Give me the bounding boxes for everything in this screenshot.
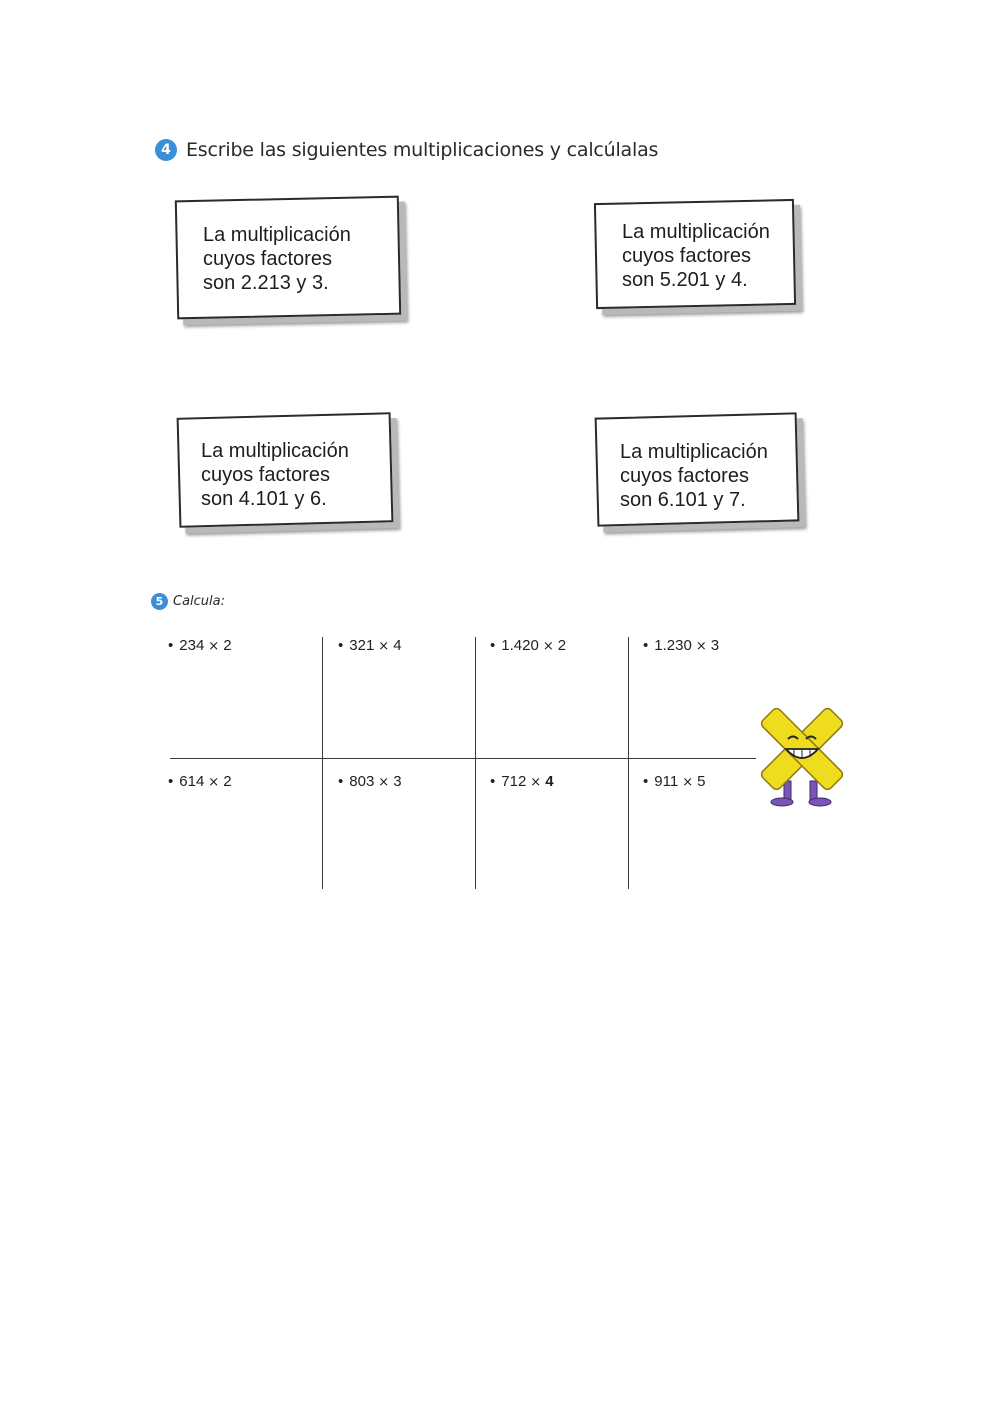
- operation-4-a: 1.230: [654, 637, 692, 654]
- times-icon: ×: [378, 775, 390, 790]
- grid-vertical-line-3: [628, 637, 629, 889]
- times-icon: ×: [378, 639, 390, 654]
- bullet: •: [338, 637, 344, 654]
- exercise-5-number-badge: 5: [151, 593, 168, 610]
- operation-5: [168, 773, 232, 790]
- operation-1: [168, 637, 232, 654]
- card-4-line-3: son 6.101 y 7.: [620, 489, 746, 511]
- exercise-4-number-badge: 4: [155, 139, 177, 161]
- operation-2: [338, 637, 402, 654]
- operation-2-b: 4: [393, 637, 402, 654]
- operation-5-a: 614: [179, 773, 205, 790]
- times-icon: ×: [208, 639, 220, 654]
- operation-5-b: 2: [223, 773, 232, 790]
- card-1-line-3: son 2.213 y 3.: [203, 272, 329, 294]
- operation-4: [643, 637, 719, 654]
- operation-3-a: 1.420: [501, 637, 539, 654]
- bullet: •: [168, 773, 174, 790]
- card-1-line-2: cuyos factores: [203, 248, 332, 270]
- card-2-line-3: son 5.201 y 4.: [622, 269, 748, 291]
- operation-8-b: 5: [697, 773, 706, 790]
- card-2-line-1: La multiplicación: [622, 221, 770, 243]
- times-icon: ×: [530, 775, 542, 790]
- times-icon: ×: [542, 639, 554, 654]
- card-3-text: [201, 439, 349, 511]
- operation-1-b: 2: [223, 637, 232, 654]
- card-3-line-3: son 4.101 y 6.: [201, 488, 327, 510]
- operation-7: [490, 773, 554, 790]
- times-icon: ×: [208, 775, 220, 790]
- operation-8-a: 911: [654, 773, 679, 790]
- operation-6-b: 3: [393, 773, 402, 790]
- operation-2-a: 321: [349, 637, 375, 654]
- multiplication-sign-mascot-icon: [752, 705, 852, 809]
- operation-7-b: 4: [545, 773, 554, 790]
- operation-3-b: 2: [557, 637, 567, 654]
- operation-4-b: 3: [710, 637, 720, 654]
- card-4-line-1: La multiplicación: [620, 441, 768, 463]
- operation-8: [643, 773, 705, 790]
- operation-7-a: 712: [501, 773, 527, 790]
- bullet: •: [643, 773, 649, 790]
- card-4-line-2: cuyos factores: [620, 465, 749, 487]
- operation-3: [490, 637, 566, 654]
- bullet: •: [168, 637, 174, 654]
- exercise-5-title: Calcula:: [173, 594, 225, 609]
- bullet: •: [490, 637, 496, 654]
- card-4-text: [620, 440, 768, 512]
- operation-6-a: 803: [349, 773, 375, 790]
- grid-horizontal-line: [170, 758, 756, 759]
- bullet: •: [338, 773, 344, 790]
- grid-vertical-line-2: [475, 637, 476, 889]
- operation-1-a: 234: [179, 637, 205, 654]
- bullet: •: [490, 773, 496, 790]
- operation-6: [338, 773, 402, 790]
- card-1-text: [203, 223, 351, 295]
- times-icon: ×: [695, 639, 707, 654]
- card-1-line-1: La multiplicación: [203, 224, 351, 246]
- card-2-text: [622, 220, 770, 292]
- times-icon: ×: [682, 775, 694, 790]
- card-3-line-1: La multiplicación: [201, 440, 349, 462]
- grid-vertical-line-1: [322, 637, 323, 889]
- card-3-line-2: cuyos factores: [201, 464, 330, 486]
- exercise-4-title: Escribe las siguientes multiplicaciones y calcúlalas: [186, 139, 659, 161]
- card-2-line-2: cuyos factores: [622, 245, 751, 267]
- bullet: •: [643, 637, 649, 654]
